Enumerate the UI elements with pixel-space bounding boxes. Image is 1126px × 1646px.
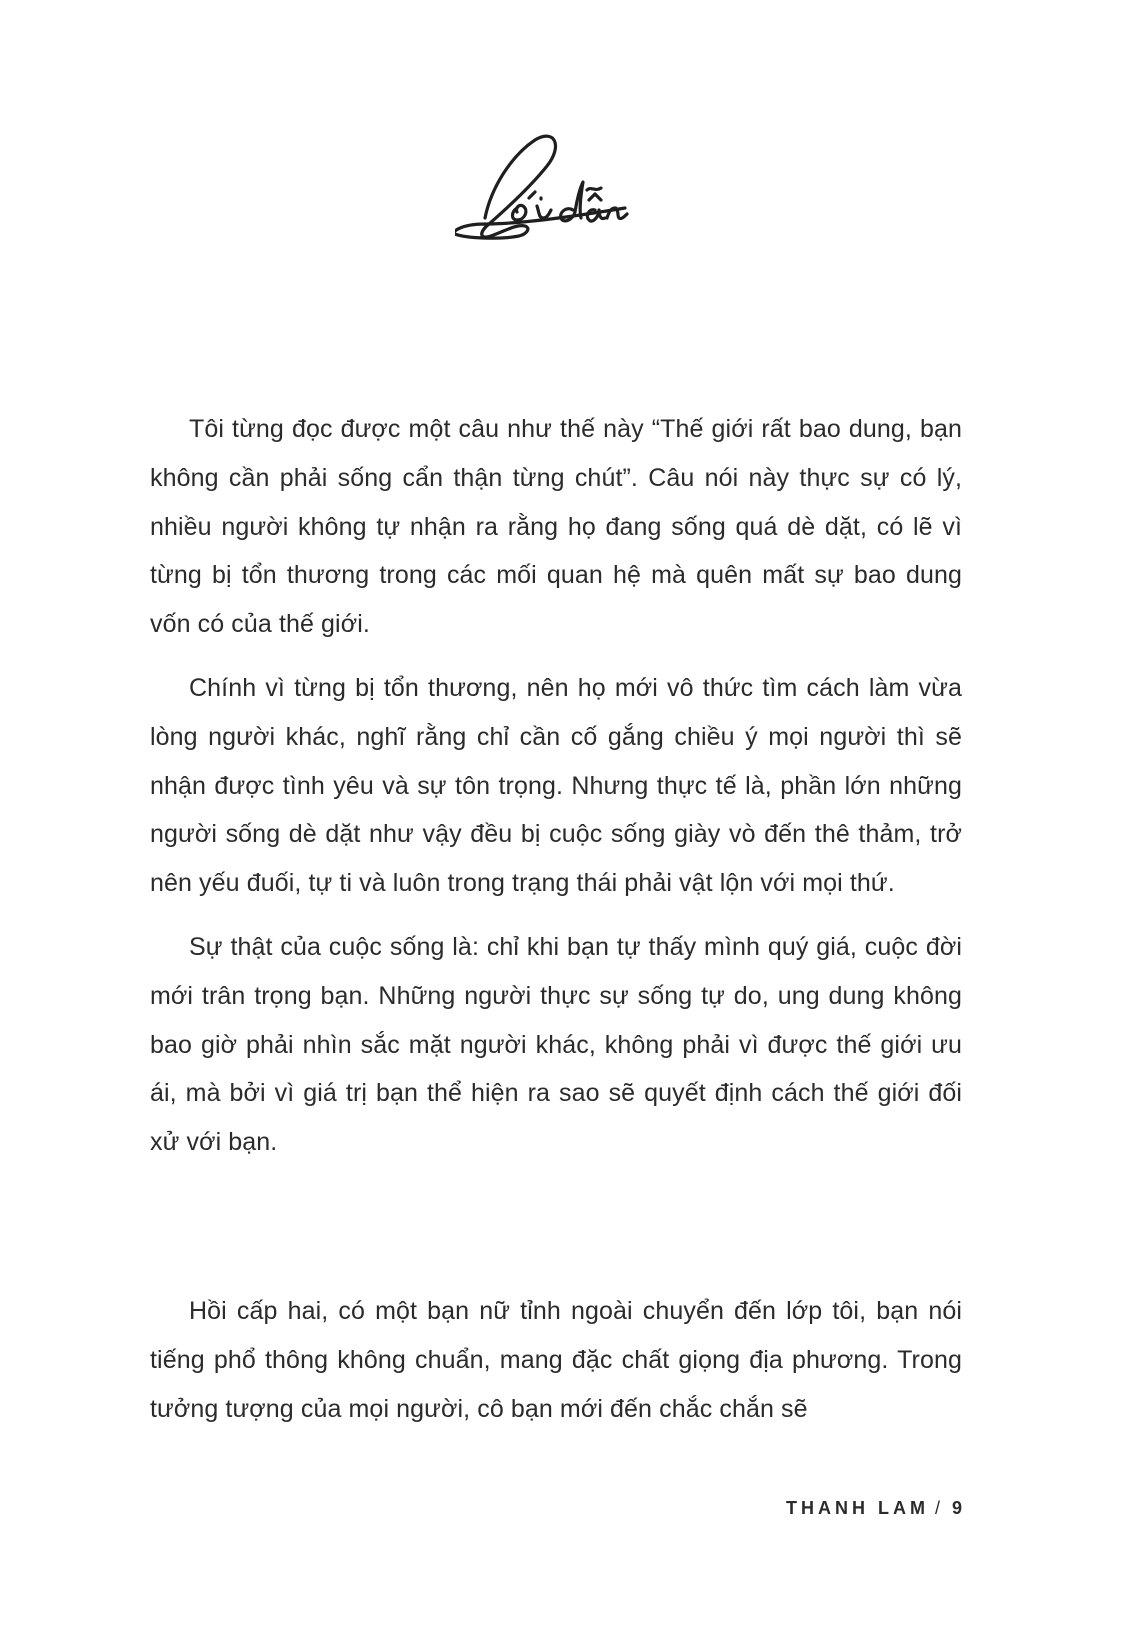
paragraph: Tôi từng đọc được một câu như thế này “Thế giới rất bao dung, bạn không cần phải sống cẩn thận từng chút”. Câu nói này thực sự có lý, nhiều người không tự nhận ra rằng họ đang sống quá dè dặt, có lẽ vì từng bị tổn thương trong các mối quan hệ mà quên mất sự bao dung vốn có của thế giới. xyxy=(150,415,962,639)
footer-separator: / xyxy=(934,1498,944,1518)
page-number: 9 xyxy=(951,1498,966,1518)
paragraph: Hồi cấp hai, có một bạn nữ tỉnh ngoài chuyển đến lớp tôi, bạn nói tiếng phổ thông không chuẩn, mang đặc chất giọng địa phương. Trong tưởng tượng của mọi người, cô bạn mới đến chắc chắn sẽ xyxy=(150,1297,962,1423)
author-name: THANH LAM xyxy=(785,1498,929,1518)
body-text-block xyxy=(150,1287,962,1433)
paragraph: Chính vì từng bị tổn thương, nên họ mới vô thức tìm cách làm vừa lòng người khác, nghĩ rằng chỉ cần cố gắng chiều ý mọi người thì sẽ nhận được tình yêu và sự tôn trọng. Nhưng thực tế là, phần lớn những người sống dè dặt như vậy đều bị cuộc sống giày vò đến thê thảm, trở nên yếu đuối, tự ti và luôn trong trạng thái phải vật lộn với mọi thứ. xyxy=(150,673,962,898)
paragraph: Sự thật của cuộc sống là: chỉ khi bạn tự thấy mình quý giá, cuộc đời mới trân trọng bạn. Những người thực sự sống tự do, ung dung không bao giờ phải nhìn sắc mặt người khác, không phải vì được thế giới ưu ái, mà bởi vì giá trị bạn thể hiện ra sao sẽ quyết định cách thế giới đối xử với bạn. xyxy=(150,932,962,1157)
page-footer xyxy=(786,1498,966,1519)
handwritten-title-graphic xyxy=(455,128,660,268)
body-text-block xyxy=(150,405,962,1167)
chapter-title xyxy=(455,128,660,268)
